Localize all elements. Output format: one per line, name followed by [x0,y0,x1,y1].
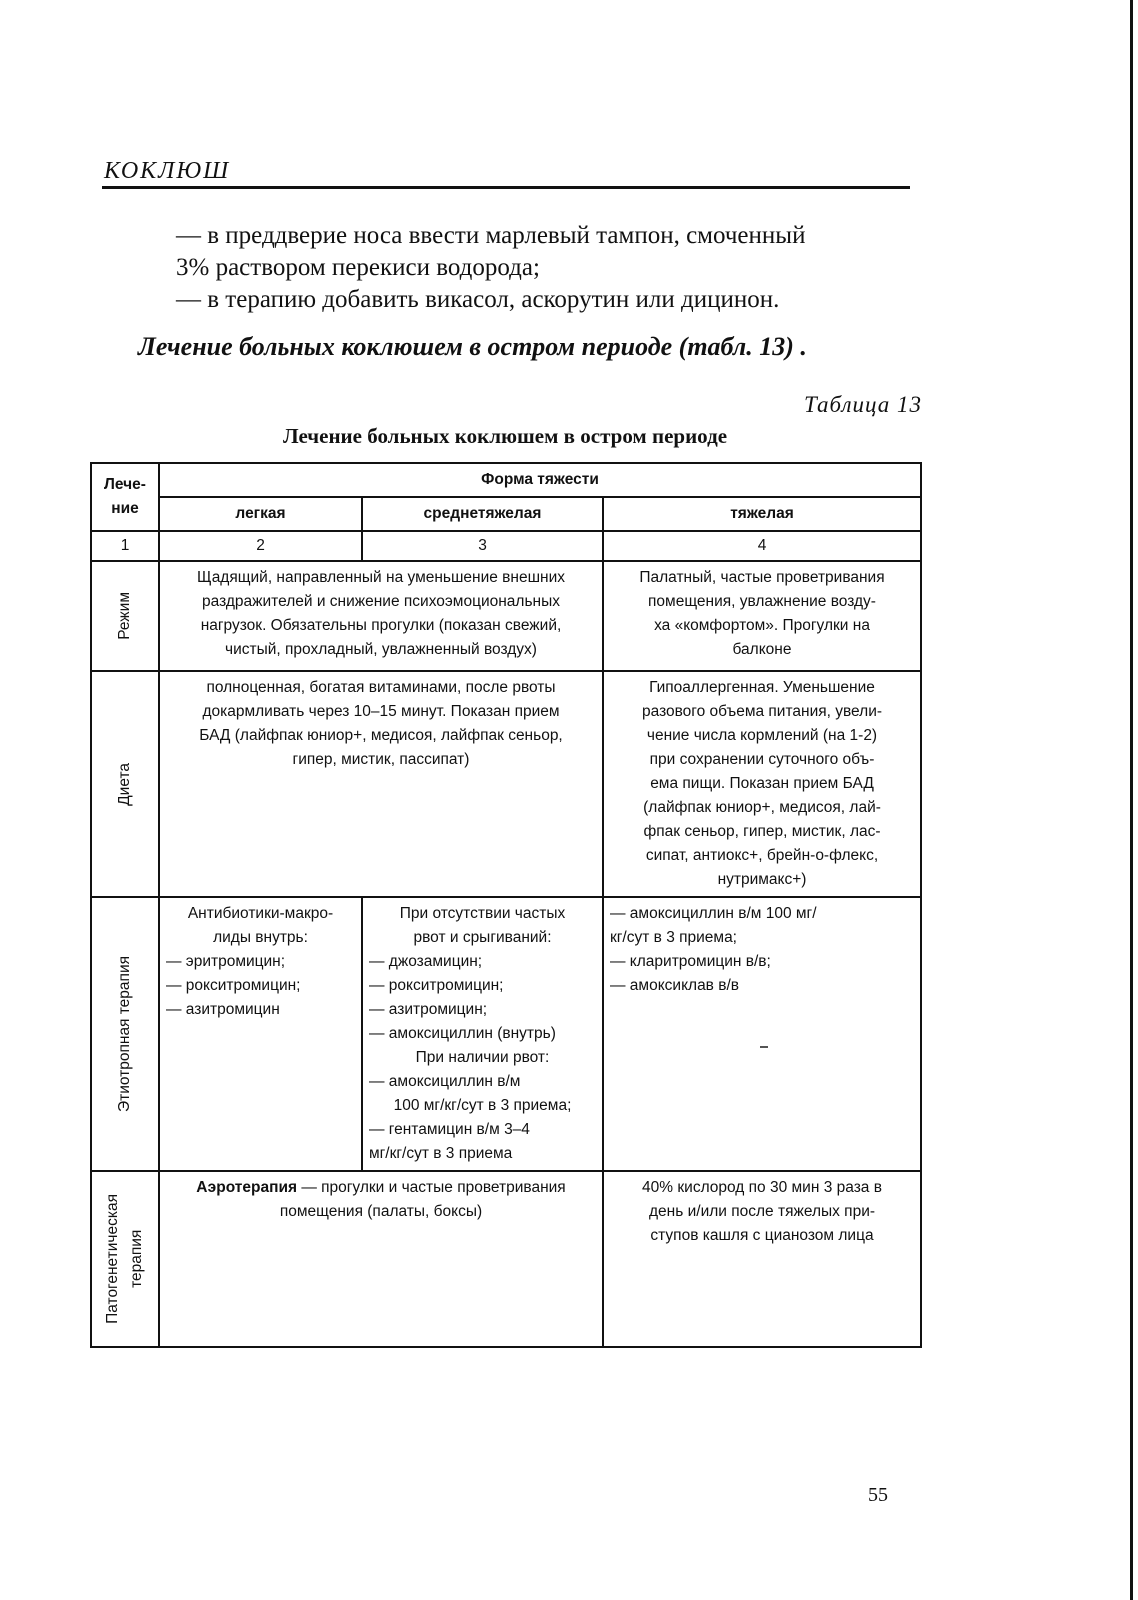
table-label: Таблица 13 [803,392,922,417]
cell-line: докармливать через 10–15 минут. Показан прием [202,703,560,720]
cell-line: разового объема питания, увели- [642,703,883,720]
body-line: — в терапию добавить викасол, аскорутин или дицинон. [176,286,780,313]
header-moderate: среднетяжелая [362,497,603,531]
cell-line: помещения, увлажнение возду- [648,593,876,610]
running-head: КОКЛЮШ [104,158,231,184]
scan-artifact-dash [760,1046,768,1048]
cell-line: — азитромицин [166,1001,280,1018]
cell-line: Палатный, частые проветривания [639,569,885,586]
header-mild: легкая [159,497,362,531]
pathogenetic-mild-moderate-cell [159,1171,603,1347]
cell-line: Щадящий, направленный на уменьшение внешних [196,569,566,586]
column-number: 1 [91,531,159,561]
cell-line: при сохранении суточного объ- [649,751,875,768]
column-number: 2 [159,531,362,561]
diet-mild-moderate-cell [159,671,603,897]
cell-line: балконе [732,641,792,658]
cell-line: При наличии рвот: [415,1049,550,1066]
cell-line: — амоксиклав в/в [610,977,740,994]
header-severity: Форма тяжести [159,463,921,497]
etiotropic-mild-cell [159,897,362,1171]
column-number: 4 [603,531,921,561]
cell-line: Гипоаллергенная. Уменьшение [649,679,875,696]
etiotropic-severe-cell [603,897,921,1171]
cell-line: мг/кг/сут в 3 приема [369,1145,513,1162]
pathogenetic-severe-cell [603,1171,921,1347]
page-number: 55 [868,1484,888,1506]
cell-line: Антибиотики-макро- [187,905,334,922]
cell-line: 40% кислород по 30 мин 3 раза в [642,1179,882,1196]
cell-text: — прогулки и частые проветривания [297,1179,566,1196]
cell-line: БАД (лайфпак юниор+, медисоя, лайфпак сеньор, [199,727,563,744]
cell-line: — джозамицин; [369,953,483,970]
cell-line: сипат, антиокс+, брейн-о-флекс, [645,847,879,864]
body-paragraph [176,220,916,316]
column-number: 3 [362,531,603,561]
row-label-text: Режим [116,592,133,640]
cell-line: лиды внутрь: [213,929,308,946]
cell-line: — кларитромицин в/в; [610,953,771,970]
cell-line: — азитромицин; [369,1001,488,1018]
treatment-table [90,462,922,1348]
row-label-line: Патогенетическая [104,1194,121,1324]
table-row-diet [91,671,921,897]
row-label-diet [91,671,159,897]
table-title: Лечение больных коклюшем в остром периоде [282,424,728,448]
row-label-pathogenetic [91,1171,159,1347]
table-subheader-row [91,497,921,531]
cell-line: — амоксициллин в/м [369,1073,521,1090]
cell-line: чистый, прохладный, увлажненный воздух) [225,641,537,658]
header-treatment [91,463,159,531]
row-label-text [101,1194,149,1324]
row-label-line: терапия [128,1229,145,1289]
cell-line: — гентамицин в/м 3–4 [369,1121,530,1138]
etiotropic-moderate-cell [362,897,603,1171]
table-header-row [91,463,921,497]
cell-line: — рокситромицин; [369,977,504,994]
row-label-etiotropic [91,897,159,1171]
table-row-pathogenetic [91,1171,921,1347]
cell-line: рвот и срыгиваний: [413,929,552,946]
regime-severe-cell [603,561,921,671]
row-label-regime [91,561,159,671]
cell-line [166,1176,596,1200]
cell-line: нутримакс+) [717,871,807,888]
header-severe: тяжелая [603,497,921,531]
section-heading: Лечение больных коклюшем в остром периоде (табл. 13) . [138,332,807,361]
row-label-text: Диета [116,762,133,806]
cell-line: — амоксициллин в/м 100 мг/ [610,905,817,922]
header-treatment-label: Лече-ние [104,476,146,517]
diet-severe-cell [603,671,921,897]
header-rule [102,186,910,189]
cell-line: При отсутствии частых [399,905,566,922]
cell-line: ступов кашля с цианозом лица [650,1227,874,1244]
cell-line: ха «комфортом». Прогулки на [654,617,870,634]
cell-line: гипер, мистик, пассипат) [292,751,470,768]
cell-line: 100 мг/кг/сут в 3 приема; [393,1097,572,1114]
page-edge-border [1130,0,1133,1600]
table-row-regime [91,561,921,671]
table-row-etiotropic [91,897,921,1171]
cell-line: ема пищи. Показан прием БАД [650,775,874,792]
cell-line: (лайфпак юниор+, медисоя, лай- [643,799,881,816]
body-line: — в преддверие носа ввести марлевый тампон, смоченный [176,222,806,249]
body-line: 3% раствором перекиси водорода; [176,254,540,281]
cell-line: чение числа кормлений (на 1-2) [646,727,878,744]
cell-line: раздражителей и снижение психоэмоциональных [202,593,560,610]
cell-line: — эритромицин; [166,953,286,970]
cell-line: — амоксициллин (внутрь) [369,1025,556,1042]
regime-mild-moderate-cell [159,561,603,671]
cell-line: полноценная, богатая витаминами, после рвоты [206,679,556,696]
cell-line: помещения (палаты, боксы) [279,1203,483,1220]
cell-line: нагрузок. Обязательны прогулки (показан свежий, [200,617,562,634]
cell-line: день и/или после тяжелых при- [649,1203,876,1220]
column-number-row [91,531,921,561]
row-label-text: Этиотропная терапия [116,955,133,1113]
cell-line: кг/сут в 3 приема; [610,929,737,946]
aerotherapy-term: Аэротерапия [196,1179,298,1196]
cell-line: фпак сеньор, гипер, мистик, лас- [643,823,881,840]
cell-line: — рокситромицин; [166,977,301,994]
